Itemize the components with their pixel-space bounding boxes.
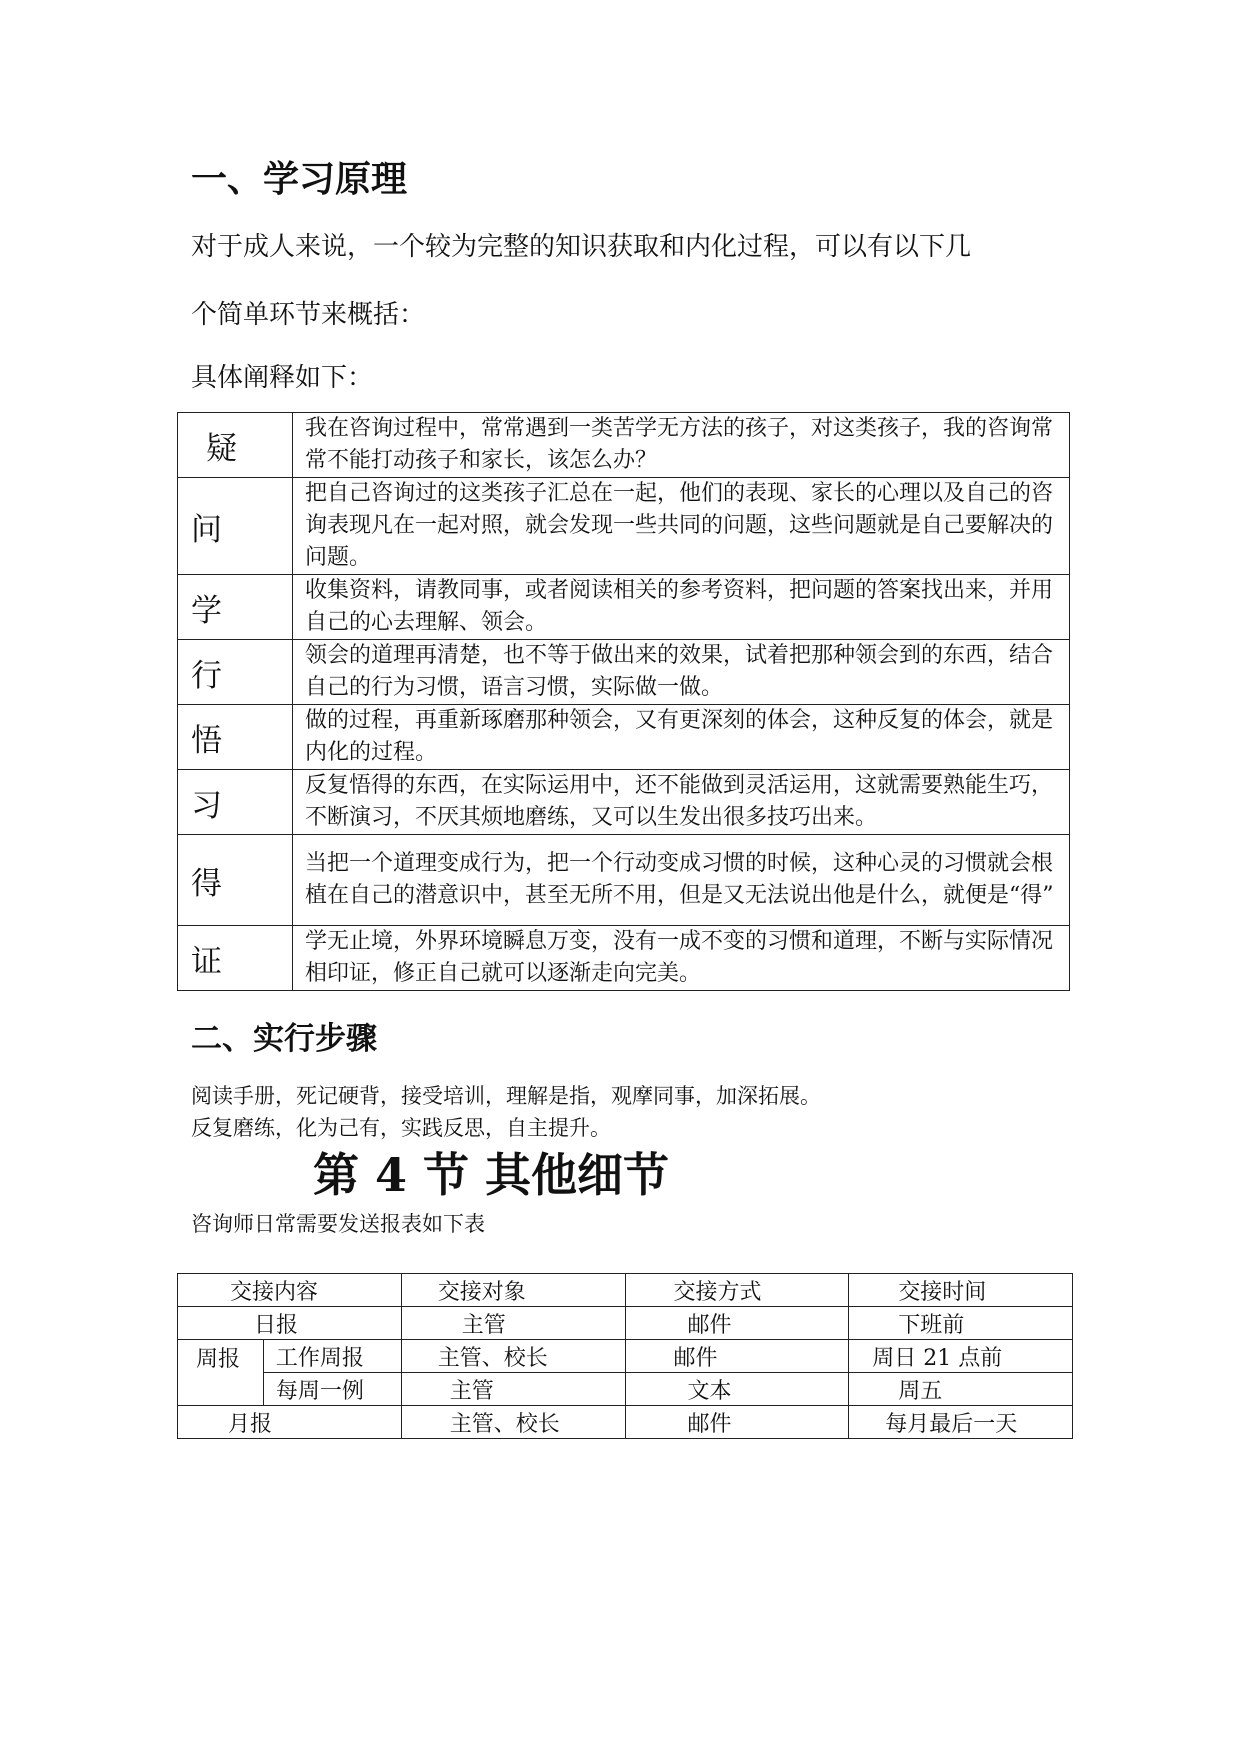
report-method: 邮件 xyxy=(625,1340,849,1373)
step-key: 疑 xyxy=(178,413,293,478)
table-row xyxy=(178,926,1070,991)
section-1-title: 一、学习原理 xyxy=(191,158,408,200)
detail-label: 具体阐释如下： xyxy=(191,363,374,393)
table-row xyxy=(178,835,1070,926)
step-key: 证 xyxy=(178,926,293,991)
step-key: 学 xyxy=(178,575,293,640)
step-description: 反复悟得的东西，在实际运用中，还不能做到灵活运用，这就需要熟能生巧，不断演习，不厌其烦地磨练，又可以生发出很多技巧出来。 xyxy=(293,770,1070,835)
table-row xyxy=(178,1373,1073,1406)
report-time: 每月最后一天 xyxy=(849,1406,1073,1439)
intro-line-1: 对于成人来说，一个较为完整的知识获取和内化过程，可以有以下几 xyxy=(191,232,972,262)
step-key: 得 xyxy=(178,835,293,926)
table-row xyxy=(178,1340,1073,1373)
report-name: 月报 xyxy=(178,1406,402,1439)
report-handover-table xyxy=(177,1273,1073,1439)
table-row xyxy=(178,413,1070,478)
header-method: 交接方式 xyxy=(625,1274,849,1307)
report-time: 周五 xyxy=(849,1373,1073,1406)
step-key: 行 xyxy=(178,640,293,705)
practice-steps-line-2: 反复磨练，化为己有，实践反思，自主提升。 xyxy=(191,1116,611,1140)
table-row xyxy=(178,575,1070,640)
header-target: 交接对象 xyxy=(401,1274,625,1307)
intro-line-2: 个简单环节来概括： xyxy=(191,300,426,330)
section-2-title: 二、实行步骤 xyxy=(191,1021,377,1057)
header-time: 交接时间 xyxy=(849,1274,1073,1307)
step-description: 领会的道理再清楚，也不等于做出来的效果，试着把那种领会到的东西，结合自己的行为习惯，语言习惯，实际做一做。 xyxy=(293,640,1070,705)
step-description: 收集资料，请教同事，或者阅读相关的参考资料，把问题的答案找出来，并用自己的心去理解、领会。 xyxy=(293,575,1070,640)
step-key: 习 xyxy=(178,770,293,835)
step-description: 把自己咨询过的这类孩子汇总在一起，他们的表现、家长的心理以及自己的咨询表现凡在一起对照，就会发现一些共同的问题，这些问题就是自己要解决的问题。 xyxy=(293,478,1070,575)
table-row xyxy=(178,705,1070,770)
report-target: 主管 xyxy=(401,1307,625,1340)
step-description: 做的过程，再重新琢磨那种领会，又有更深刻的体会，这种反复的体会，就是内化的过程。 xyxy=(293,705,1070,770)
report-time: 下班前 xyxy=(849,1307,1073,1340)
report-method: 邮件 xyxy=(625,1406,849,1439)
report-name: 每周一例 xyxy=(263,1373,401,1406)
step-description: 学无止境，外界环境瞬息万变，没有一成不变的习惯和道理，不断与实际情况相印证，修正自己就可以逐渐走向完美。 xyxy=(293,926,1070,991)
report-method: 文本 xyxy=(625,1373,849,1406)
report-name: 工作周报 xyxy=(263,1340,401,1373)
report-method: 邮件 xyxy=(625,1307,849,1340)
step-description: 我在咨询过程中，常常遇到一类苦学无方法的孩子，对这类孩子，我的咨询常常不能打动孩子和家长，该怎么办？ xyxy=(293,413,1070,478)
learning-steps-table xyxy=(177,412,1070,991)
report-target: 主管、校长 xyxy=(401,1340,625,1373)
header-content: 交接内容 xyxy=(178,1274,402,1307)
weekly-group-label: 周报 xyxy=(178,1340,264,1406)
step-description: 当把一个道理变成行为，把一个行动变成习惯的时候，这种心灵的习惯就会根植在自己的潜意识中，甚至无所不用，但是又无法说出他是什么，就便是“得” xyxy=(293,835,1070,926)
table-header-row xyxy=(178,1274,1073,1307)
step-key: 悟 xyxy=(178,705,293,770)
report-table-intro: 咨询师日常需要发送报表如下表 xyxy=(191,1212,485,1236)
table-row xyxy=(178,1406,1073,1439)
practice-steps-line-1: 阅读手册，死记硬背，接受培训，理解是指，观摩同事，加深拓展。 xyxy=(191,1084,821,1108)
report-target: 主管、校长 xyxy=(401,1406,625,1439)
table-row xyxy=(178,770,1070,835)
report-time: 周日 21 点前 xyxy=(849,1340,1073,1373)
table-row xyxy=(178,640,1070,705)
report-target: 主管 xyxy=(401,1373,625,1406)
section-4-title: 第 4 节 其他细节 xyxy=(313,1148,670,1202)
table-row xyxy=(178,478,1070,575)
step-key: 问 xyxy=(178,478,293,575)
report-name: 日报 xyxy=(178,1307,402,1340)
table-row xyxy=(178,1307,1073,1340)
